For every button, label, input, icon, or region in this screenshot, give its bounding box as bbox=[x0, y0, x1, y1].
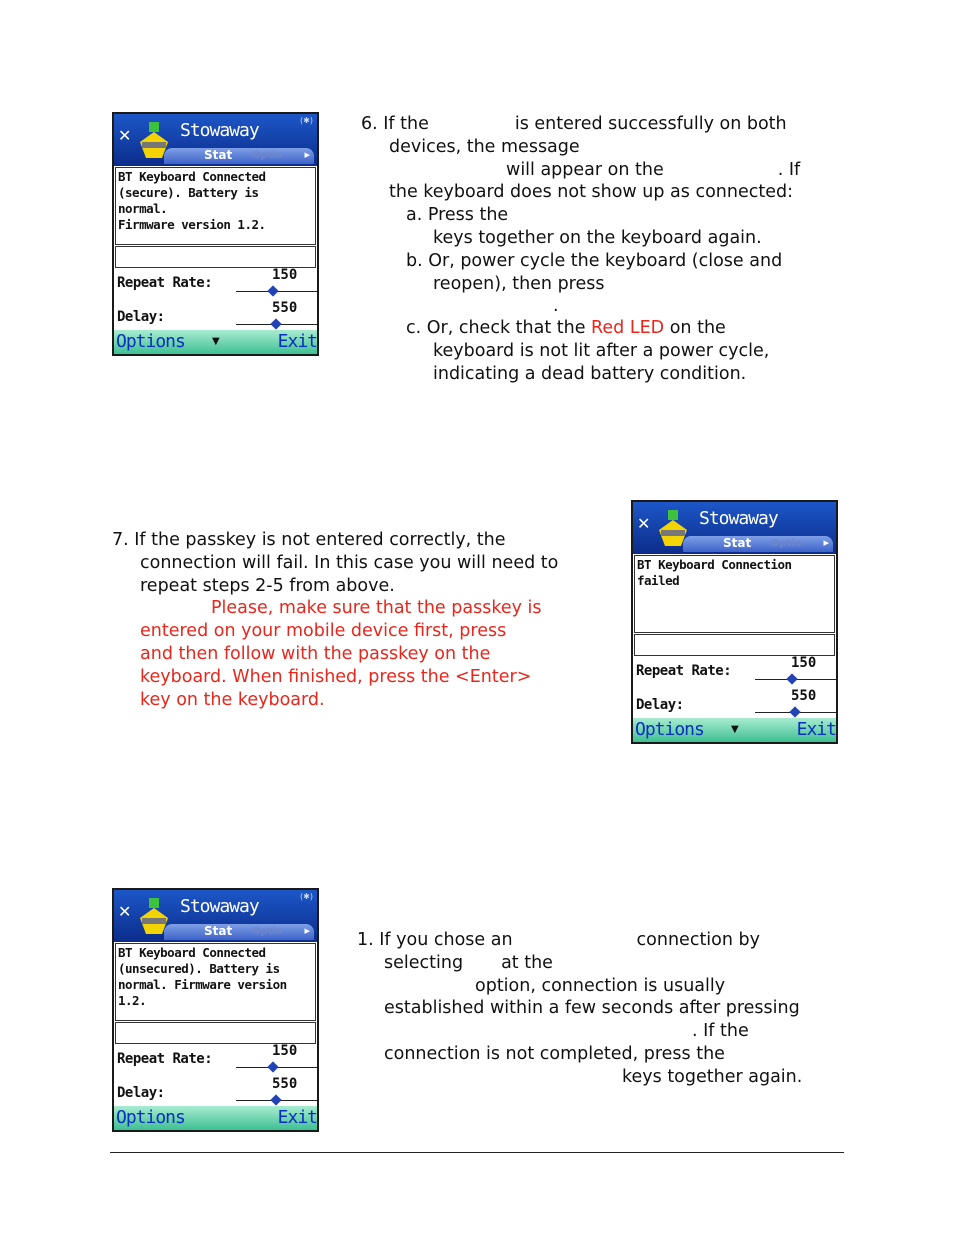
app-title-bar bbox=[633, 502, 836, 554]
status-message bbox=[115, 167, 316, 245]
phone-screenshot-connected-unsecured bbox=[112, 888, 319, 1132]
text-line: established within a few seconds after pressing bbox=[384, 998, 800, 1019]
warning-line: keyboard. When finished, press the <Enter> bbox=[140, 666, 532, 687]
repeat-rate-value: 150 bbox=[272, 1043, 298, 1059]
status-line: BT Keyboard Connected bbox=[118, 169, 266, 184]
repeat-rate-slider-knob[interactable] bbox=[267, 1061, 278, 1072]
repeat-rate-label: Repeat Rate: bbox=[117, 275, 213, 291]
text-line: . If bbox=[777, 159, 801, 180]
close-icon: ✕ bbox=[637, 514, 651, 533]
delay-value: 550 bbox=[272, 1076, 298, 1092]
tab-status[interactable]: Stat bbox=[723, 536, 752, 550]
text-line: 7. If the passkey is not entered correctly, the bbox=[112, 530, 506, 550]
chevron-down-icon: ▼ bbox=[212, 336, 220, 347]
tab-status[interactable]: Stat bbox=[204, 148, 233, 162]
tab-options[interactable]: Optio bbox=[771, 538, 802, 549]
step-1-text bbox=[357, 929, 802, 1089]
tab-bar bbox=[164, 148, 314, 164]
step-6-text bbox=[361, 113, 800, 386]
status-message bbox=[115, 943, 316, 1021]
text-line: is entered successfully on both bbox=[514, 114, 787, 134]
softkey-bar bbox=[114, 330, 317, 354]
status-line: (secure). Battery is normal. bbox=[118, 185, 259, 216]
text-line: the keyboard does not show up as connected: bbox=[389, 182, 793, 203]
repeat-rate-label: Repeat Rate: bbox=[117, 1051, 213, 1067]
warning-line: Please, make sure that the passkey is bbox=[211, 598, 542, 619]
warning-line: and then follow with the passkey on the bbox=[140, 643, 491, 664]
delay-value: 550 bbox=[272, 300, 298, 316]
softkey-bar bbox=[114, 1106, 317, 1130]
status-line: BT Keyboard Connected bbox=[118, 945, 266, 960]
status-line: 1.2. bbox=[118, 993, 147, 1008]
red-led-text: Red LED bbox=[591, 318, 665, 339]
close-icon: ✕ bbox=[118, 126, 132, 145]
options-softkey[interactable]: Options bbox=[116, 331, 185, 352]
options-softkey[interactable]: Options bbox=[116, 1107, 185, 1128]
text-line: connection by bbox=[636, 930, 760, 950]
tab-options[interactable]: Optio bbox=[252, 926, 283, 937]
footer-divider bbox=[110, 1152, 844, 1153]
text-line: reopen), then press bbox=[433, 273, 605, 294]
repeat-rate-value: 150 bbox=[791, 655, 817, 671]
tab-bar bbox=[164, 924, 314, 940]
status-line: normal. Firmware version bbox=[118, 977, 287, 992]
chevron-right-icon[interactable]: ▸ bbox=[304, 148, 310, 161]
text-line: connection will fail. In this case you will need to bbox=[140, 552, 559, 573]
repeat-rate-value: 150 bbox=[272, 267, 298, 283]
text-line: indicating a dead battery condition. bbox=[433, 363, 747, 384]
text-line: keyboard is not lit after a power cycle, bbox=[433, 341, 770, 362]
softkey-bar bbox=[633, 718, 836, 742]
delay-slider-knob[interactable] bbox=[270, 318, 281, 329]
status-line: failed bbox=[637, 573, 680, 588]
text-line: option, connection is usually bbox=[475, 975, 726, 996]
delay-label: Delay: bbox=[117, 1085, 165, 1101]
step-7-text bbox=[112, 529, 558, 711]
phone-screenshot-connected-secure bbox=[112, 112, 319, 356]
repeat-rate-label: Repeat Rate: bbox=[636, 663, 732, 679]
text-line: repeat steps 2-5 from above. bbox=[140, 575, 395, 596]
blank-field bbox=[634, 634, 835, 656]
text-line: connection is not completed, press the bbox=[384, 1043, 725, 1064]
exit-softkey[interactable]: Exit bbox=[277, 1107, 317, 1128]
status-line: (unsecured). Battery is bbox=[118, 961, 280, 976]
chevron-right-icon[interactable]: ▸ bbox=[823, 536, 829, 549]
status-line: BT Keyboard Connection bbox=[637, 557, 792, 572]
text-line: devices, the message bbox=[389, 136, 580, 157]
blank-field bbox=[115, 246, 316, 268]
text-line: at the bbox=[501, 952, 553, 973]
text-line: on the bbox=[669, 318, 726, 339]
warning-line: entered on your mobile device first, press bbox=[140, 621, 507, 642]
delay-label: Delay: bbox=[636, 697, 684, 713]
tab-bar bbox=[683, 536, 833, 552]
text-line: 1. If you chose an bbox=[357, 930, 513, 950]
text-line: . If the bbox=[692, 1021, 749, 1042]
repeat-rate-slider-knob[interactable] bbox=[786, 673, 797, 684]
text-line: keys together again. bbox=[622, 1066, 803, 1087]
tab-options[interactable]: Optio bbox=[252, 150, 283, 161]
app-title: Stowaway bbox=[699, 508, 778, 529]
blank-field bbox=[115, 1022, 316, 1044]
text-line: c. Or, check that the bbox=[406, 318, 586, 339]
chevron-down-icon: ▼ bbox=[731, 724, 739, 735]
tab-status[interactable]: Stat bbox=[204, 924, 233, 938]
delay-slider-knob[interactable] bbox=[270, 1094, 281, 1105]
delay-value: 550 bbox=[791, 688, 817, 704]
options-softkey[interactable]: Options bbox=[635, 719, 704, 740]
text-line: selecting bbox=[384, 952, 464, 973]
delay-slider-knob[interactable] bbox=[789, 706, 800, 717]
phone-screenshot-connection-failed bbox=[631, 500, 838, 744]
status-line: Firmware version 1.2. bbox=[118, 217, 266, 232]
text-line: . bbox=[553, 296, 559, 317]
app-title: Stowaway bbox=[180, 896, 259, 917]
bluetooth-icon: (✱) bbox=[300, 116, 313, 125]
close-icon: ✕ bbox=[118, 902, 132, 921]
repeat-rate-slider-knob[interactable] bbox=[267, 285, 278, 296]
exit-softkey[interactable]: Exit bbox=[277, 331, 317, 352]
exit-softkey[interactable]: Exit bbox=[796, 719, 836, 740]
status-message bbox=[634, 555, 835, 633]
app-title: Stowaway bbox=[180, 120, 259, 141]
text-line: will appear on the bbox=[506, 159, 664, 180]
delay-label: Delay: bbox=[117, 309, 165, 325]
warning-line: key on the keyboard. bbox=[140, 689, 325, 710]
text-line: keys together on the keyboard again. bbox=[433, 227, 762, 248]
chevron-right-icon[interactable]: ▸ bbox=[304, 924, 310, 937]
list-item: a. Press the bbox=[406, 205, 509, 226]
list-item: b. Or, power cycle the keyboard (close and bbox=[406, 250, 783, 271]
app-title-bar bbox=[114, 114, 317, 166]
bluetooth-icon: (✱) bbox=[300, 892, 313, 901]
app-title-bar bbox=[114, 890, 317, 942]
text-line: 6. If the bbox=[361, 114, 429, 134]
